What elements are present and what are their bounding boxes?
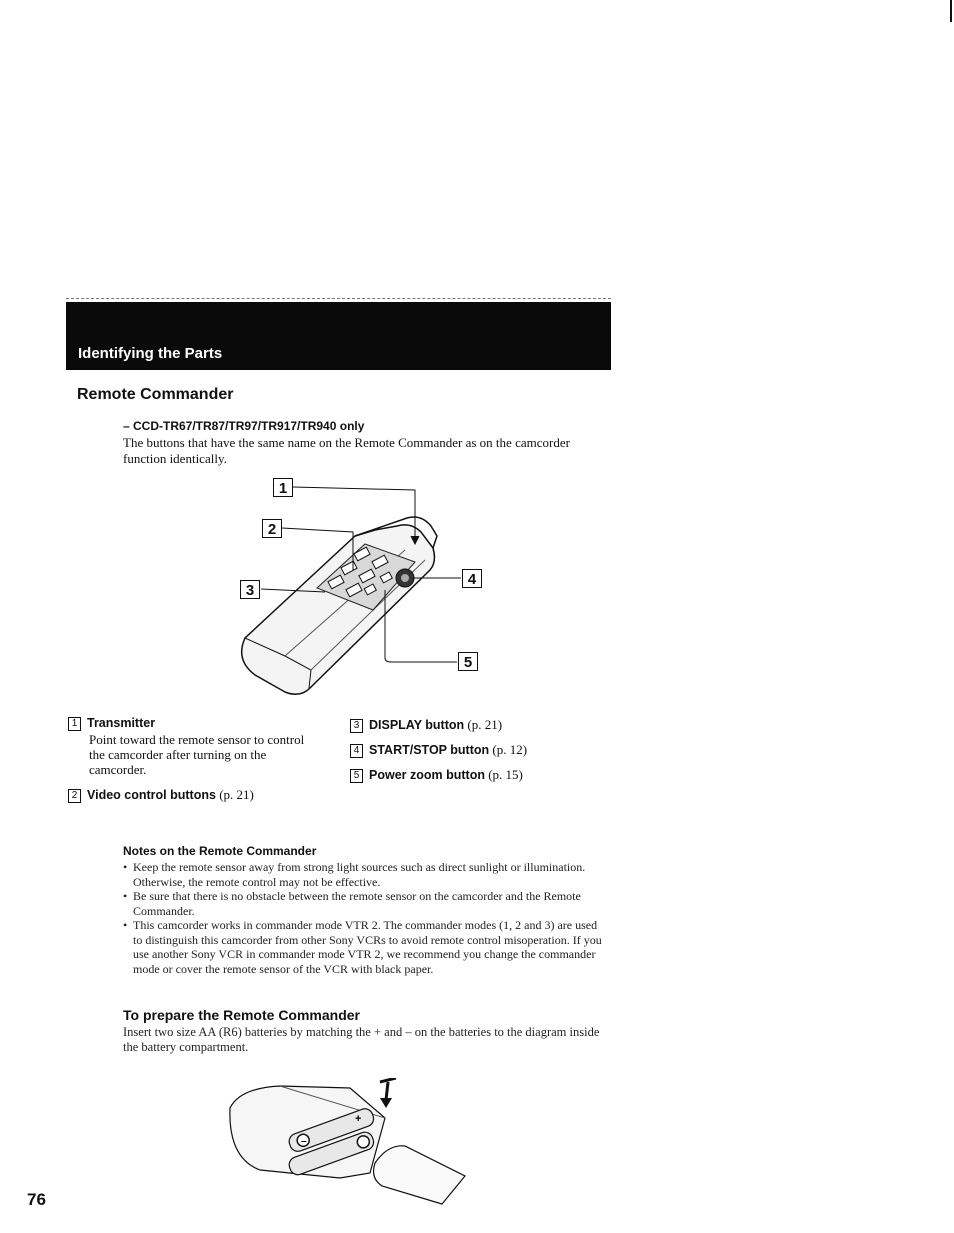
legend-label-power-zoom: Power zoom button (369, 768, 485, 782)
note-item: • This camcorder works in commander mode VTR 2. The commander modes (1, 2 and 3) are used to distinguish this camcorder from other Sony VCRs to avoid remote control misoperation. If you use another Sony VCR in commander mode VTR 2, we recommend you change the commander mode or cover the remote sensor of the VCR with black paper. (123, 918, 608, 976)
legend-num-4: 4 (350, 744, 363, 758)
legend-ref-start-stop: (p. 12) (492, 742, 528, 757)
legend-ref-video-control: (p. 21) (219, 787, 254, 802)
legend-label-start-stop: START/STOP button (369, 743, 490, 757)
note-item: • Keep the remote sensor away from strong light sources such as direct sunlight or illumination. Otherwise, the remote control may not be effective. (123, 860, 608, 889)
notes-list (123, 860, 608, 976)
prepare-text: Insert two size AA (R6) batteries by matching the + and – on the batteries to the diagram inside the battery compartment. (123, 1025, 600, 1054)
banner-title: Identifying the Parts (78, 345, 223, 362)
page-number: 76 (27, 1190, 46, 1209)
legend-num-1: 1 (68, 717, 81, 731)
legend-label-transmitter: Transmitter (87, 716, 156, 730)
legend-item-start-stop (350, 742, 527, 758)
legend-desc-transmitter: Point toward the remote sensor to control the camcorder after turning on the camcorder. (89, 732, 305, 777)
prepare-title: To prepare the Remote Commander (123, 1007, 361, 1023)
model-applicability: – CCD-TR67/TR87/TR97/TR917/TR940 only (123, 419, 365, 433)
section-banner (66, 302, 611, 370)
legend-ref-power-zoom: (p. 15) (488, 767, 523, 782)
callout-2: 2 (262, 519, 282, 538)
intro-paragraph: The buttons that have the same name on the Remote Commander as on the camcorder function identically. (123, 435, 570, 466)
notes-title: Notes on the Remote Commander (123, 844, 317, 858)
section-title: Remote Commander (77, 386, 234, 403)
remote-commander-illustration (225, 470, 495, 702)
callout-4: 4 (462, 569, 482, 588)
page-edge-mark (950, 0, 952, 22)
legend-item-video-control (68, 787, 254, 803)
battery-minus-mark: – (301, 1136, 307, 1147)
legend-label-display: DISPLAY button (369, 718, 465, 732)
legend-num-2: 2 (68, 789, 81, 803)
note-item: • Be sure that there is no obstacle between the remote sensor on the camcorder and the Remote Commander. (123, 889, 608, 918)
callout-5: 5 (458, 652, 478, 671)
legend-num-3: 3 (350, 719, 363, 733)
battery-insertion-illustration (220, 1078, 480, 1206)
callout-3: 3 (240, 580, 260, 599)
battery-plus-mark: + (355, 1113, 362, 1125)
legend-label-video-control: Video control buttons (87, 788, 216, 802)
legend-item-transmitter (68, 715, 155, 731)
legend-item-power-zoom (350, 767, 523, 783)
legend-ref-display: (p. 21) (467, 717, 503, 732)
legend-num-5: 5 (350, 769, 363, 783)
callout-1: 1 (273, 478, 293, 497)
header-rule (66, 298, 611, 299)
legend-item-display (350, 717, 502, 733)
